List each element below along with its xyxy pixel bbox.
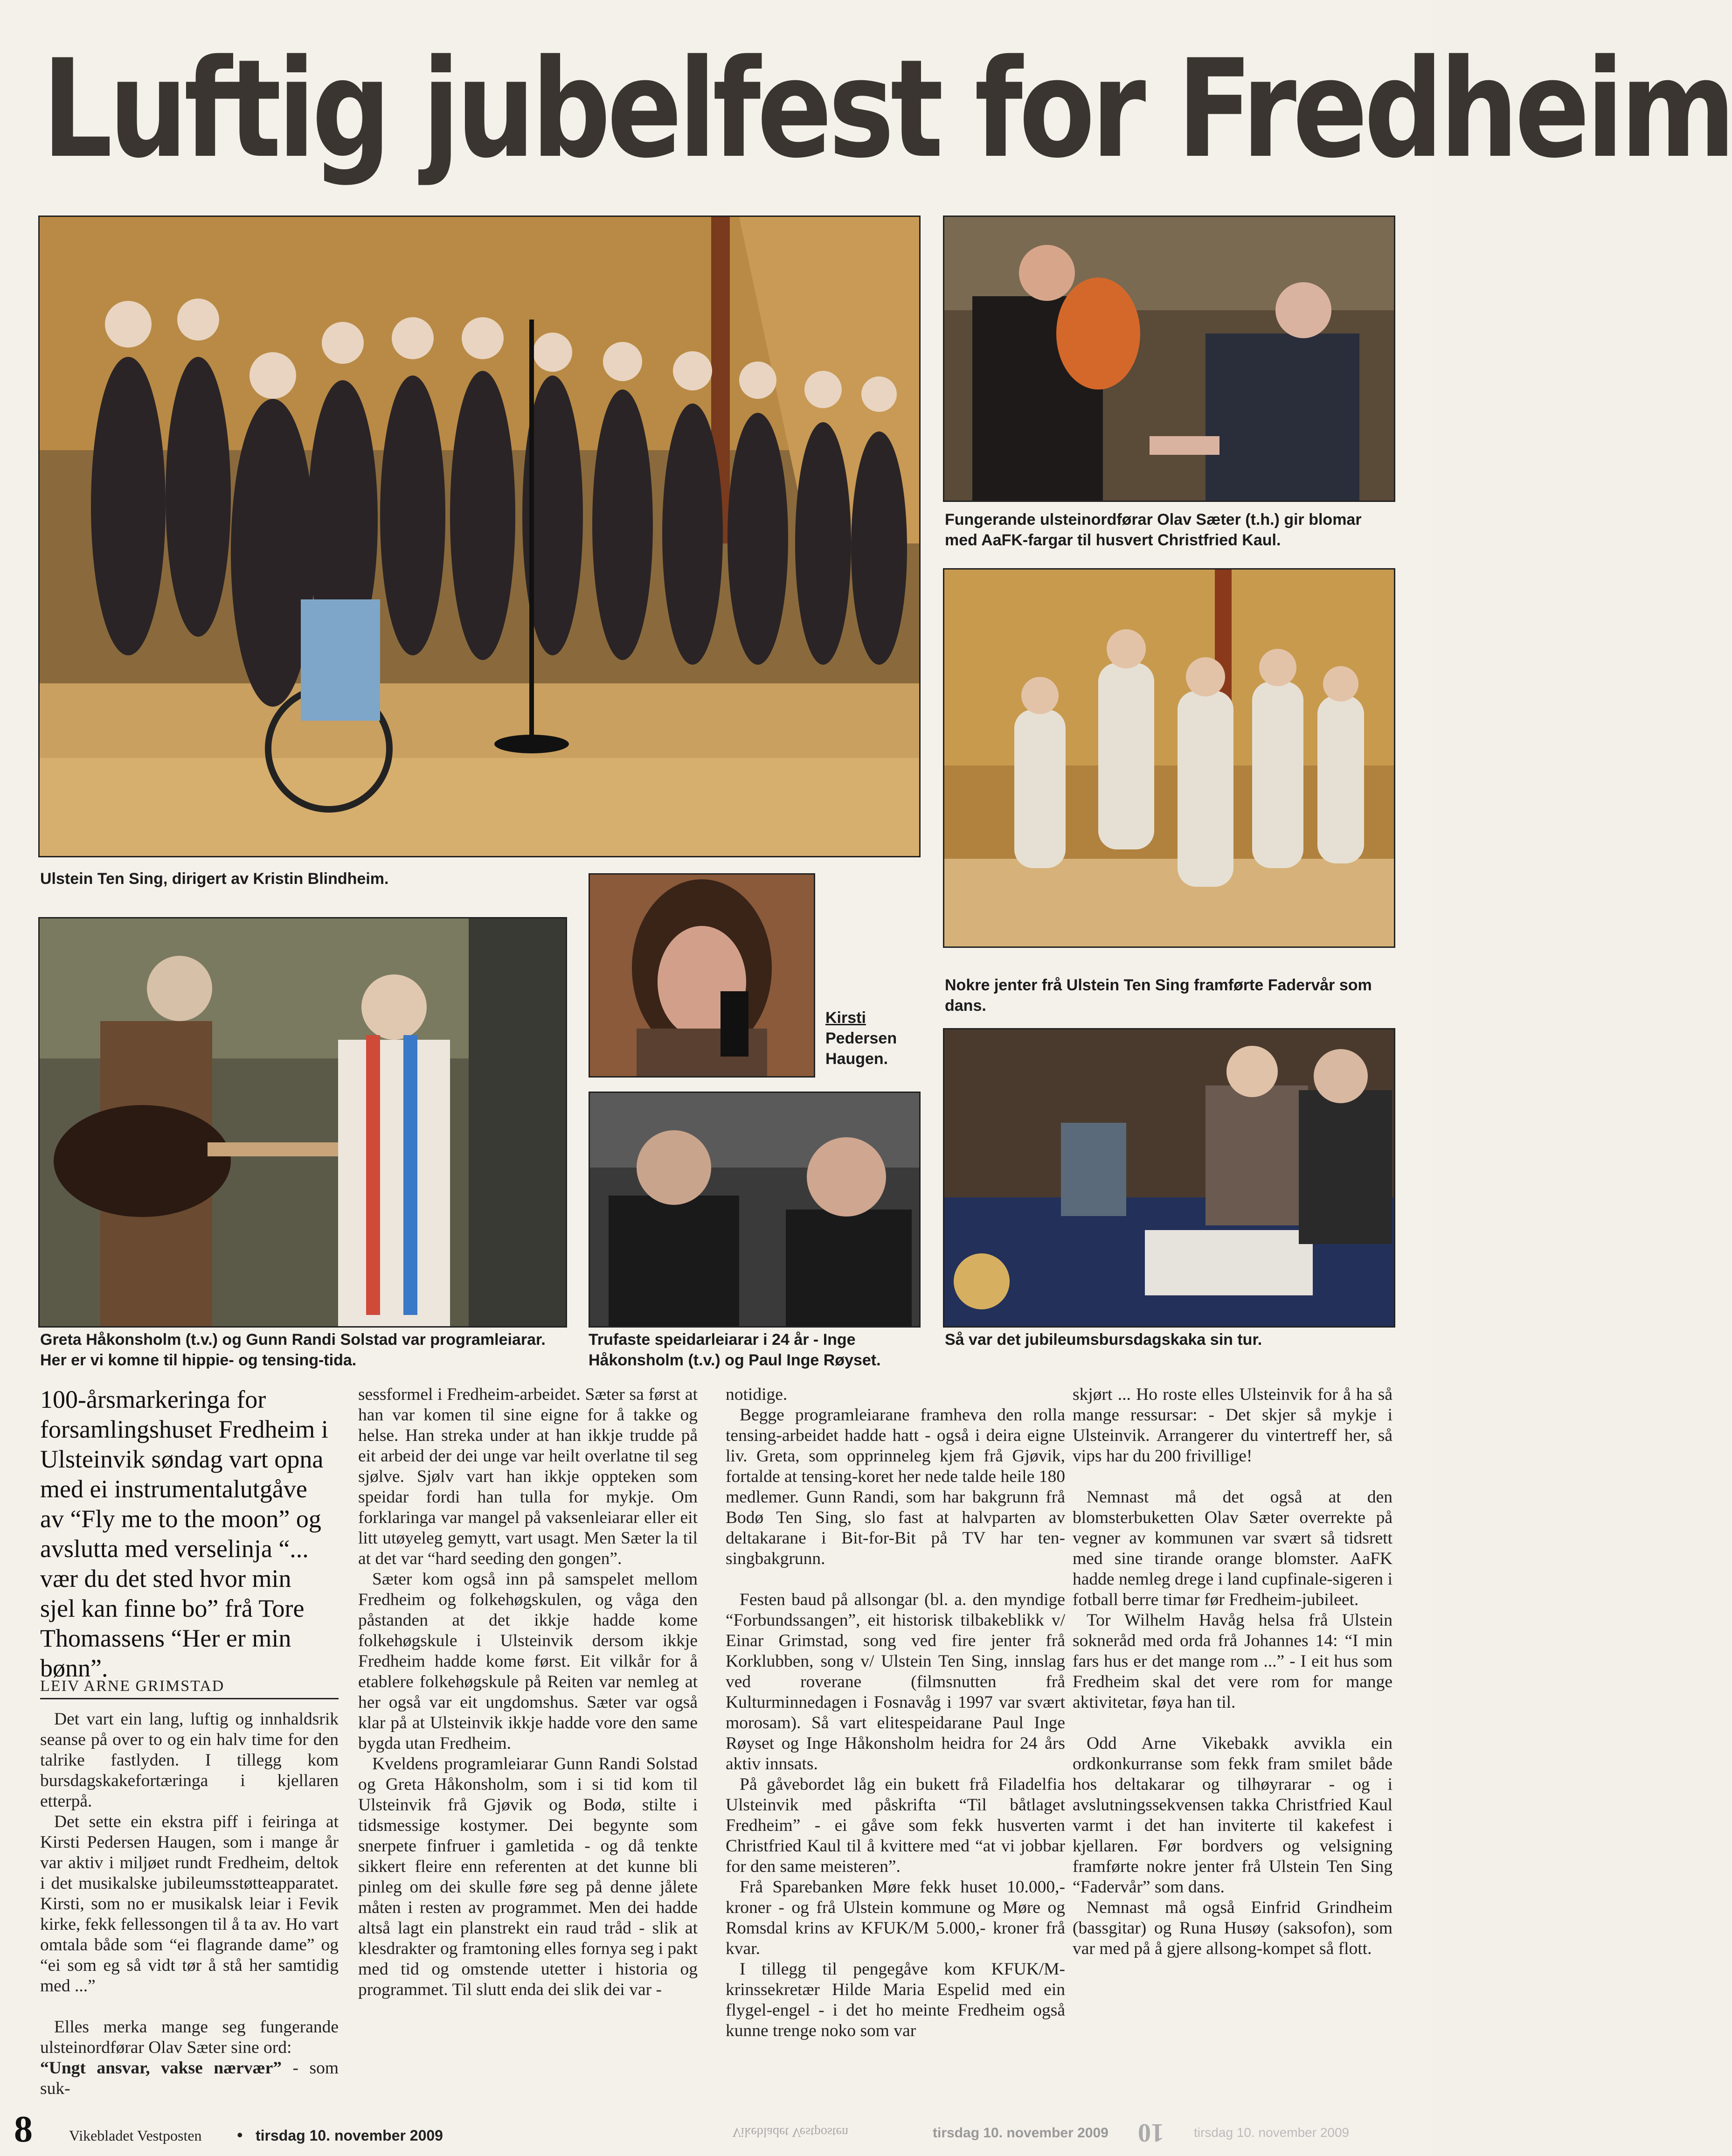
col1-p3: Elles merka mange seg fungerande ulsteinordførar Olav Sæter sine ord: bbox=[40, 2017, 339, 2057]
col1-tail: - som suk- bbox=[40, 2059, 339, 2098]
kirsti-caption-name: Kirsti bbox=[825, 1009, 866, 1027]
headline: Luftig jubelfest for Fredheim bbox=[42, 31, 1732, 188]
col2-p2: Sæter kom også inn på samspelet mellom Fredheim og folkehøgskulen, og våga den påstanden at det ikkje hadde kome folkehøgskule i Ulsteinvik dersom ikkje Fredheim hadde kome først. Eit vilkår for å etablere folkehøgskule på Reiten var nemleg at her også var eit ungdomshus. Sæter var også klar på at Ulsteinvik ikkje hadde vore den same bygda utan Fredheim. bbox=[358, 1570, 698, 1753]
byline: LEIV ARNE GRIMSTAD bbox=[40, 1677, 339, 1699]
col3-p2: Begge programleiarane framheva den rolla tensing-arbeidet hadde hatt - også i deira eigne liv. Greta, som opprinneleg kjem frå Gjøvik, fortalde at tensing-koret her nede talde heile 180 medlemer. Gunn Randi, som har bakgrunn frå Bodø Ten Sing, slo fast at halvparten av deltakarane i Bit-for-Bit på TV har ten-singbakgrunn. bbox=[726, 1405, 1065, 1568]
col3-p5: Frå Sparebanken Møre fekk huset 10.000,- kroner - og frå Ulstein kommune og Møre og Romsdal krins av KFUK/M 5.000,- kroner frå kvar. bbox=[726, 1878, 1065, 1958]
hippie-image bbox=[40, 918, 566, 1326]
footer-date: tirsdag 10. november 2009 bbox=[256, 2127, 443, 2144]
footer-ghost-paper: Vikebladet Vestposten bbox=[732, 2125, 848, 2139]
flowers-image bbox=[944, 217, 1394, 501]
col1-quote: “Ungt ansvar, vakse nærvær” bbox=[40, 2059, 282, 2078]
col4-p4: Odd Arne Vikebakk avvikla ein ordkonkurranse som fekk fram smilet både hos deltakarar og tilhøyrarar - og i avslutningssekvensen takka Christfried Kaul varmt i det han inviterte til kakefest i kjellaren. Før bordvers og velsigning framførte nokre jenter frå Ulstein Ten Sing “Fadervår” som dans. bbox=[1073, 1734, 1393, 1897]
hippie-caption: Greta Håkonsholm (t.v.) og Gunn Randi Solstad var programleiarar. Her er vi komne til hippie- og tensing-tida. bbox=[40, 1331, 546, 1369]
dance-image bbox=[944, 570, 1394, 946]
article-column-1 bbox=[40, 1709, 339, 2099]
footer-ghost-date-2: tirsdag 10. november 2009 bbox=[1194, 2125, 1350, 2140]
col3-p6: I tillegg til pengegåve kom KFUK/M-krinssekretær Hilde Maria Espelid med ein flygel-engel - i det ho meinte Fredheim også kunne trenge noko som var bbox=[726, 1960, 1065, 2040]
hippie-photo bbox=[38, 917, 567, 1328]
article-column-4 bbox=[1073, 1384, 1393, 1959]
col3-p4: På gåvebordet låg ein bukett frå Filadelfia Ulsteinvik med påskrifta “Til båtlaget Fredheim” - ei gåve som fekk husverten Christfried Kaul til å kvittere med “at vi jobbar for den same meisteren”. bbox=[726, 1775, 1065, 1876]
col4-p3: Tor Wilhelm Havåg helsa frå Ulstein sokneråd med orda frå Johannes 14: “I min fars hus er det mange rom ...” - I eit hus som Fredheim skal det vere rom for mange aktivitetar, føya han til. bbox=[1073, 1611, 1393, 1712]
page-number: 8 bbox=[14, 2109, 33, 2150]
scouts-image bbox=[590, 1093, 919, 1326]
cake-caption: Så var det jubileumsbursdagskaka sin tur. bbox=[945, 1331, 1262, 1349]
choir-photo bbox=[38, 216, 921, 857]
dance-photo bbox=[943, 568, 1395, 948]
article-column-2 bbox=[358, 1384, 698, 2000]
choir-image bbox=[40, 217, 919, 856]
scouts-caption: Trufaste speidarleiarar i 24 år - Inge Håkonsholm (t.v.) og Paul Inge Røyset. bbox=[589, 1331, 881, 1369]
col4-p2: Nemnast må det også at den blomsterbuketten Olav Sæter overrekte på vegner av kommunen var svært så tidsrett med sine tirande orange blomster. AaFK hadde nemleg drege i land cupfinale-sigeren i fotball berre timar før Fredheim-jubileet. bbox=[1073, 1488, 1393, 1609]
footer-paper: Vikebladet Vestposten bbox=[69, 2127, 202, 2144]
col2-p1: sessformel i Fredheim-arbeidet. Sæter sa først at han var komen til sine eigne for å takke og helse. Han streka under at han ikkje trudde på eit arbeid der dei unge var heilt overlatne til seg sjølve. Sjølv vart han ikkje oppteken som speidar fordi han tulla for mykje. Om forklaringa var mangel på vaksenleiarar eller eit litt utøyeleg gemytt, vart usagt. Men Sæter la til at det var “hard seeding den gongen”. bbox=[358, 1385, 698, 1568]
kirsti-caption bbox=[825, 1028, 919, 1069]
col2-p3: Kveldens programleiarar Gunn Randi Solstad og Greta Håkonsholm, som i si tid kom til Ulsteinvik frå Gjøvik og Bodø, stilte i tidsmessige kostymer. Dei begynte som snerpete finfruer i gamletida - og då tenkte sikkert fleire enn referenten at det kunne bli pinleg om dei skulle føre seg på denne jålete måten i resten av programmet. Men dei hadde altså lagt ein planstrekt ein raud tråd - slik at klesdrakter og framtoning elles fornya seg i pakt med tid og omstende utetter i historia og programmet. Til slutt enda dei slik dei var - bbox=[358, 1754, 698, 1999]
footer-bullet: • bbox=[237, 2125, 243, 2144]
flowers-photo bbox=[943, 216, 1395, 502]
article-column-3 bbox=[726, 1384, 1065, 2041]
kirsti-photo bbox=[589, 873, 815, 1078]
cake-image bbox=[944, 1029, 1394, 1326]
footer-ghost-date: tirsdag 10. november 2009 bbox=[933, 2125, 1108, 2141]
footer-ghost-page: 10 bbox=[1138, 2118, 1164, 2147]
col4-p5: Nemnast må også Einfrid Grindheim (bassgitar) og Runa Husøy (saksofon), som var med på å gjere allsong-kompet så flott. bbox=[1073, 1898, 1393, 1958]
flowers-caption: Fungerande ulsteinordførar Olav Sæter (t.h.) gir blomar med AaFK-fargar til husvert Christfried Kaul. bbox=[945, 511, 1362, 549]
col1-p2: Det sette ein ekstra piff i feiringa at Kirsti Pedersen Haugen, som i mange år var aktiv i miljøet rundt Fredheim, deltok i det musikalske jubileumsstøtteapparatet. Kirsti, som no er musikalsk leiar i Fevik kirke, fekk fellessongen til å ta av. Ho vart omtala både som “ei flagrande dame” og “ei som eg så vidt tør å stå her samtidig med ...” bbox=[40, 1812, 339, 1996]
scouts-photo bbox=[589, 1092, 921, 1328]
choir-caption: Ulstein Ten Sing, dirigert av Kristin Blindheim. bbox=[40, 870, 389, 888]
dance-caption: Nokre jenter frå Ulstein Ten Sing framførte Fadervår som dans. bbox=[945, 976, 1372, 1015]
kirsti-caption-rest: Pedersen Haugen. bbox=[825, 1029, 897, 1068]
article-lead: 100-årsmarkeringa for forsamlingshuset Fredheim i Ulsteinvik søndag vart opna med ei instrumentalutgåve av “Fly me to the moon” og avslutta med verselinja “... vær du det sted hvor min sjel kan finne bo” frå Tore Thomassens “Her er min bønn”. bbox=[40, 1385, 328, 1682]
col4-p1: skjørt ... Ho roste elles Ulsteinvik for å ha så mange ressursar: - Det skjer så mykje i Ulsteinvik. Arrangerer du vintertreff her, så vips har du 200 frivillige! bbox=[1073, 1385, 1393, 1466]
col1-p1: Det vart ein lang, luftig og innhaldsrik seanse på over to og ein halv time for den talrike fastlyden. I tillegg kom bursdagskakefortæringa i kjellaren etterpå. bbox=[40, 1710, 339, 1811]
cake-photo bbox=[943, 1028, 1395, 1328]
page-footer bbox=[0, 2108, 1431, 2156]
col3-p3: Festen baud på allsongar (bl. a. den myndige “Forbundssangen”, eit historisk tilbakeblikk v/ Einar Grimstad, song ved fire jenter frå Korklubben, song v/ Ulstein Ten Sing, innslag ved roverane (filmsnutten frå Kulturminnedagen i Fosnavåg i 1997 var svært morosam). Så vart elitespeidarane Paul Inge Røyset og Inge Håkonsholm heidra for 24 års aktiv innsats. bbox=[726, 1590, 1065, 1773]
col3-p1: notidige. bbox=[726, 1385, 788, 1404]
kirsti-image bbox=[590, 875, 814, 1076]
